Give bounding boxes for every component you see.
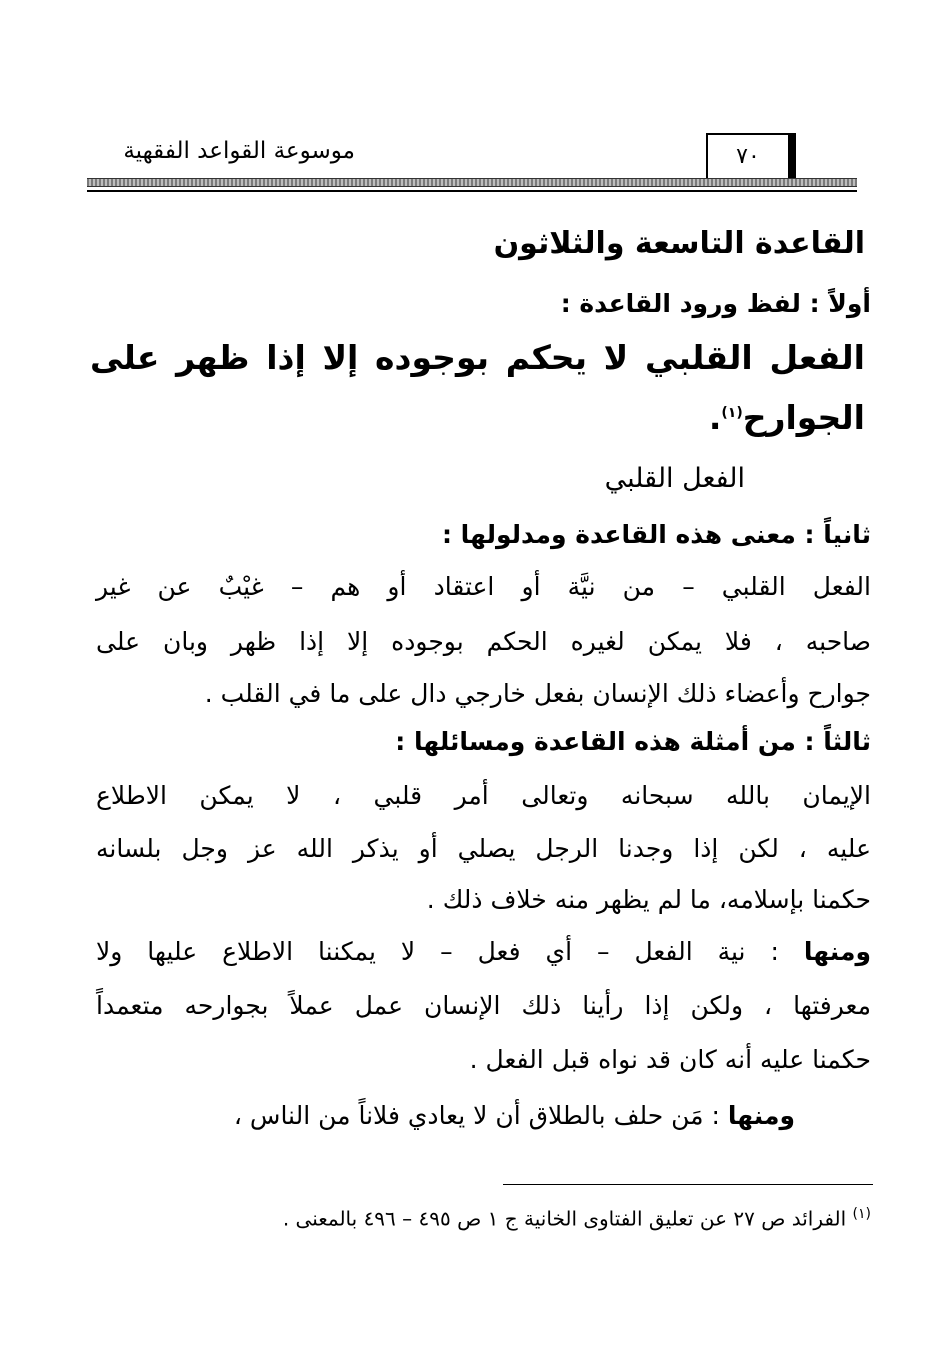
header-band (87, 178, 857, 187)
example2-line (96, 932, 871, 972)
section2-label: ثانياً : معنى هذه القاعدة ومدلولها : (441, 520, 871, 549)
example1-line: الإيمان بالله سبحانه وتعالى أمر قلبي ، لا يمكن الاطلاع (96, 781, 871, 810)
rule-statement-word: الجوارح (742, 398, 865, 437)
section1-label: أولاً : لفظ ورود القاعدة : (560, 289, 871, 318)
rule-statement-line2 (709, 393, 865, 438)
page-number-shadow (788, 133, 796, 179)
footnote-text: الفرائد ص ٢٧ عن تعليق الفتاوى الخانية ج ١ ص ٤٩٥ – ٤٩٦ بالمعنى . (282, 1206, 853, 1231)
example3-text: : مَن حلف بالطلاق أن لا يعادي فلاناً من الناس ، (233, 1101, 728, 1130)
header-rule (87, 190, 857, 192)
example1-line: عليه ، لكن إذا وجدنا الرجل يصلي أو يذكر الله عز وجل بلسانه (96, 834, 871, 863)
footnote-rule (503, 1184, 873, 1185)
section2-line: الفعل القلبي – من نيَّة أو اعتقاد أو هم – غيْبٌ عن غير (96, 572, 871, 601)
example2-lead: ومنها (803, 937, 871, 966)
example2-text: : نية الفعل – أي فعل – لا يمكننا الاطلاع عليها ولا (96, 937, 804, 966)
footnote-marker: (١) (721, 405, 743, 421)
rule-statement-line1: الفعل القلبي لا يحكم بوجوده إلا إذا ظهر على (90, 338, 865, 377)
example1-line: حكمنا بإسلامه، ما لم يظهر منه خلاف ذلك . (426, 885, 871, 914)
running-header-title: موسوعة القواعد الفقهية (123, 138, 355, 164)
page-number: ٧٠ (706, 133, 790, 179)
section2-line: صاحبه ، فلا يمكن لغيره الحكم بوجوده إلا إذا ظهر وبان على (96, 627, 871, 656)
footnote (283, 1206, 871, 1231)
example2-line: معرفتها ، ولكن إذا رأينا ذلك الإنسان عمل عملاً بجوارحه متعمداً (96, 991, 871, 1020)
subheading: الفعل القلبي (604, 463, 745, 494)
example2-line: حكمنا عليه أنه كان قد نواه قبل الفعل . (469, 1045, 871, 1074)
example3-line (234, 1096, 795, 1136)
rule-statement-end: . (708, 398, 722, 437)
section3-label: ثالثاً : من أمثلة هذه القاعدة ومسائلها : (395, 727, 871, 756)
section2-line: جوارح وأعضاء ذلك الإنسان بفعل خارجي دال على ما في القلب . (204, 679, 871, 708)
footnote-mark: (١) (852, 1206, 871, 1222)
example3-lead: ومنها (727, 1101, 795, 1130)
section-heading: القاعدة التاسعة والثلاثون (493, 226, 865, 261)
